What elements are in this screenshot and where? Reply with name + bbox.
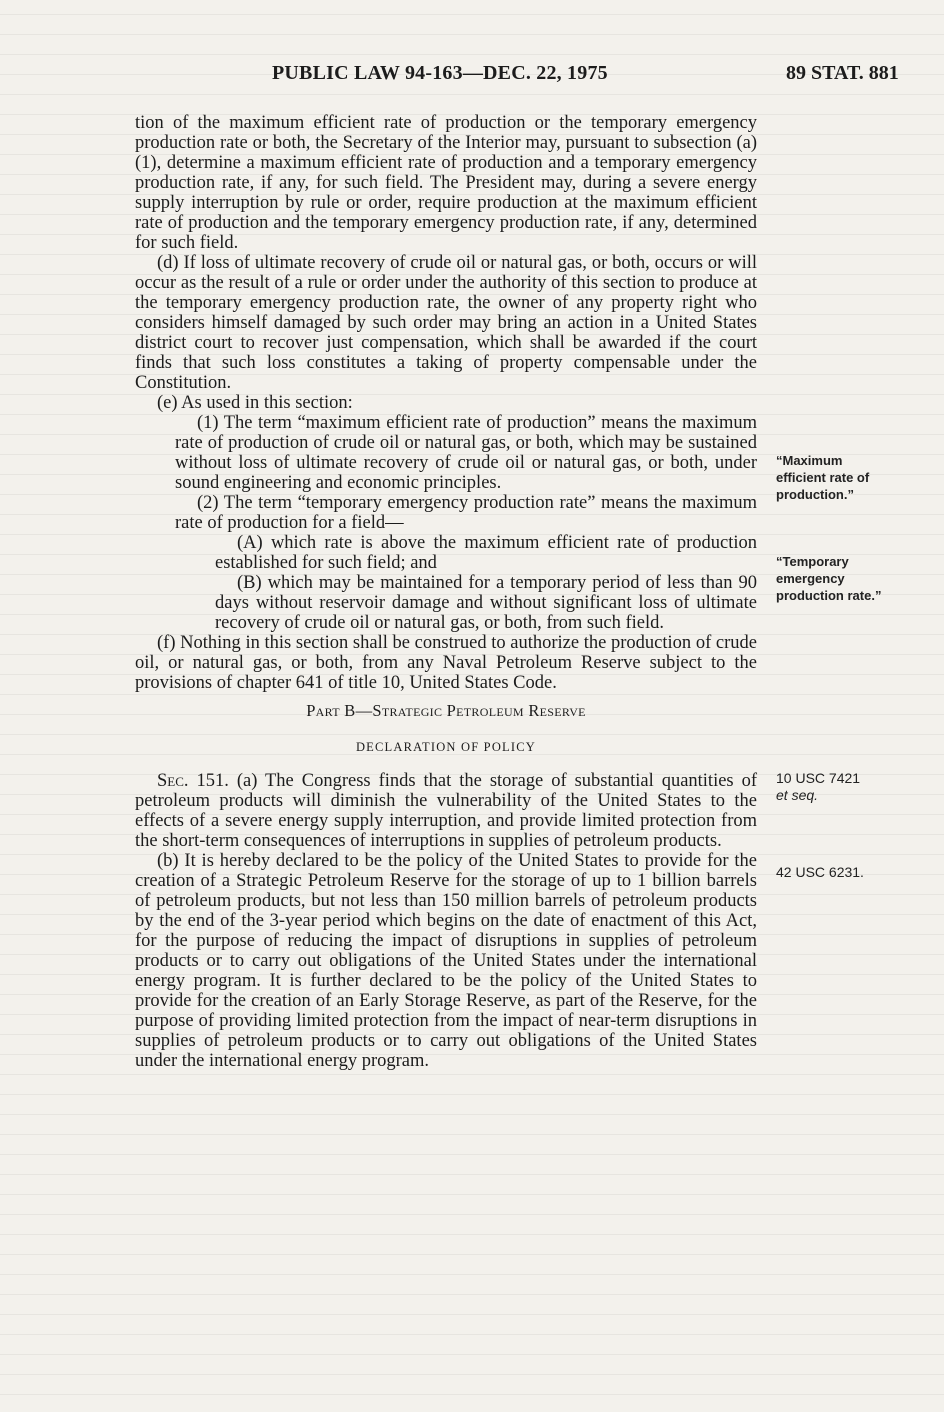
margin-note-temporary-emergency-rate — [776, 553, 881, 604]
paragraph-continuation: tion of the maximum efficient rate of production or the temporary emergency production rate or both, the Secretary of the Interior may, pursuant to subsection (a)(1), determine a maximum efficient rate of production and a temporary emergency production rate, if any, for such field. The President may, during a severe energy supply interruption by rule or order, require production at the maximum efficient rate of production and the temporary emergency production rate, if any, determined for such field. — [135, 113, 757, 253]
margin-note-line: production.” — [776, 487, 854, 502]
margin-note-42-usc-6231 — [776, 864, 864, 881]
margin-note-maximum-efficient-rate — [776, 452, 869, 503]
subsection-e: (e) As used in this section: — [157, 393, 353, 413]
subsection-f: (f) Nothing in this section shall be construed to authorize the production of crude oil, or natural gas, or both, from any Naval Petroleum Reserve subject to the provisions of chapter 641 of title 10, United States Code. — [135, 633, 757, 693]
margin-note-10-usc-7421 — [776, 770, 860, 804]
margin-note-line: et seq. — [776, 787, 819, 803]
margin-note-line: 10 USC 7421 — [776, 770, 861, 786]
margin-note-line: emergency — [776, 571, 845, 586]
declaration-heading: DECLARATION OF POLICY — [355, 740, 537, 754]
section-151-a — [135, 771, 757, 851]
part-heading: Part B—Strategic Petroleum Reserve — [306, 701, 586, 720]
subsection-d: (d) If loss of ultimate recovery of crude oil or natural gas, or both, occurs or will occur as the result of a rule or order under the authority of this section to produce at the temporary emergency production rate, the owner of any property right who considers himself damaged by such order may bring an action in a United States district court to recover just compensation, which shall be awarded if the court finds that such loss constitutes a taking of property compensable under the Constitution. — [135, 253, 757, 393]
subsection-e-2: (2) The term “temporary emergency production rate” means the maximum rate of production for a field— — [175, 493, 757, 533]
margin-note-line: “Temporary — [776, 554, 849, 569]
page-header-title: PUBLIC LAW 94-163—DEC. 22, 1975 — [272, 62, 608, 84]
section-151-a-text: 151. (a) The Congress finds that the storage of substantial quantities of petroleum products will diminish the vulnerability of the United States to the effects of a severe energy supply interruption, and provide limited protection from the short-term consequences of interruptions in supplies of petroleum products. — [135, 771, 757, 851]
margin-note-line: 42 USC 6231. — [776, 864, 864, 880]
subsection-e-2-b: (B) which may be maintained for a temporary period of less than 90 days without reservoir damage and without significant loss of ultimate recovery of crude oil or natural gas, or both, from such field. — [215, 573, 757, 633]
subsection-e-2-a: (A) which rate is above the maximum efficient rate of production established for such field; and — [215, 533, 757, 573]
subsection-e-1: (1) The term “maximum efficient rate of production” means the maximum rate of production of crude oil or natural gas, or both, which may be sustained without loss of ultimate recovery of crude oil or natural gas, or both, under sound engineering and economic principles. — [175, 413, 757, 493]
page-header-stat-number: 89 STAT. 881 — [786, 62, 899, 84]
margin-note-line: production rate.” — [776, 588, 882, 603]
margin-note-line: efficient rate of — [776, 470, 870, 485]
section-151-b: (b) It is hereby declared to be the policy of the United States to provide for the creation of a Strategic Petroleum Reserve for the storage of up to 1 billion barrels of petroleum products, but not less than 150 million barrels of petroleum products by the end of the 3-year period which begins on the date of enactment of this Act, for the purpose of reducing the impact of disruptions in supplies of petroleum products or to carry out obligations of the United States under the international energy program. It is further declared to be the policy of the United States to provide for the creation of an Early Storage Reserve, as part of the Reserve, for the purpose of providing limited protection from the impact of near-term disruptions in supplies of petroleum products or to carry out obligations of the United States under the international energy program. — [135, 851, 757, 1071]
body-text — [135, 113, 757, 1071]
section-label: Sec. — [157, 771, 189, 791]
margin-note-line: “Maximum — [776, 453, 843, 468]
